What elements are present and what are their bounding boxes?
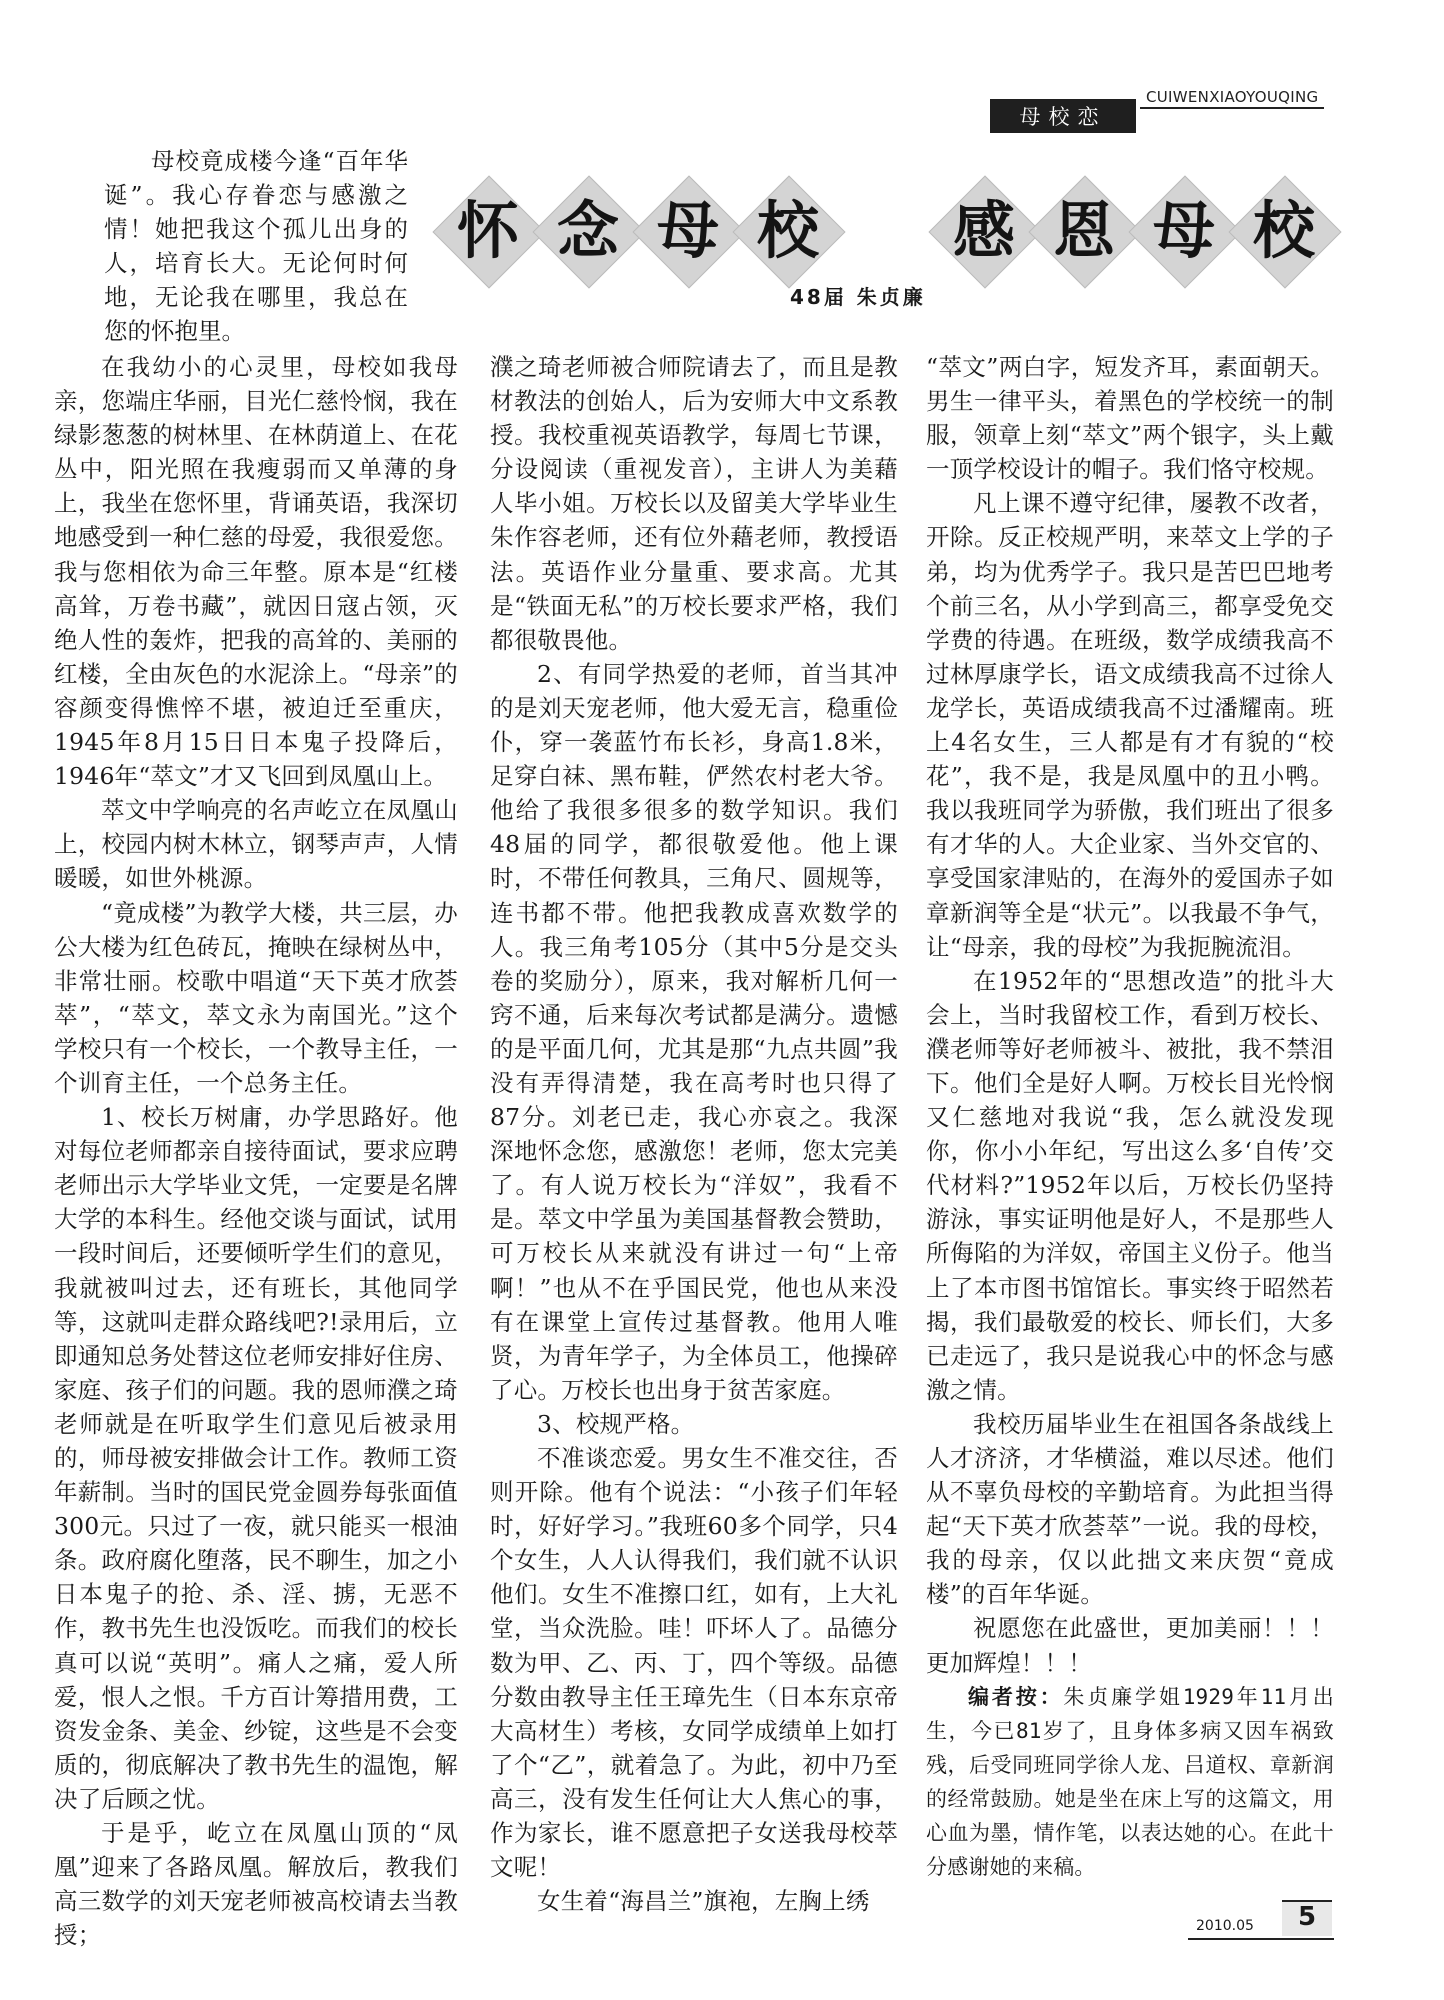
header-rule (1140, 107, 1324, 109)
section-label-en: CUIWENXIAOYOUQING (1146, 88, 1319, 106)
paragraph: 我校历届毕业生在祖国各条战线上人才济济，才华横溢，难以尽述。他们从不辜负母校的辛勤培育。为此担当得起“天下英才欣荟萃”一说。我的母校，我的母亲，仅以此拙文来庆贺“竟成楼”的百年华诞。 (926, 1409, 1334, 1609)
paragraph: “萃文”两白字，短发齐耳，素面朝天。男生一律平头，着黑色的学校统一的制服，领章上刻“萃文”两个银字，头上戴一顶学校设计的帽子。我们恪守校规。 (926, 353, 1334, 484)
intro-paragraph: 母校竟成楼今逢“百年华诞”。我心存眷恋与感激之情！她把我这个孤儿出身的人，培育长大。无论何时何地，无论我在哪里，我总在您的怀抱里。 (104, 147, 408, 346)
paragraph: 在我幼小的心灵里，母校如我母亲，您端庄华丽，目光仁慈怜悯，我在绿影葱葱的树林里、在林荫道上、在花丛中，阳光照在我瘦弱而又单薄的身上，我坐在您怀里，背诵英语，我深切地感受到一种仁慈的母爱，我很爱您。我与您相依为命三年整。原本是“红楼高耸，万卷书藏”，就因日寇占领，灭绝人性的轰炸，把我的高耸的、美丽的红楼，全由灰色的水泥涂上。“母亲”的容颜变得憔悴不堪，被迫迁至重庆，1945年8月15日日本鬼子投降后，1946年“萃文”才又飞回到凤凰山上。 (54, 353, 458, 791)
footer-rule (1188, 1938, 1334, 1940)
title-char: 母 (656, 194, 719, 267)
paragraph: “竟成楼”为教学大楼，共三层，办公大楼为红色砖瓦，掩映在绿树丛中，非常壮丽。校歌中唱道“天下英才欣荟萃”，“萃文，萃文永为南国光。”这个学校只有一个校长，一个教导主任，一个训育主任，一个总务主任。 (54, 898, 458, 1097)
article-column-1 (54, 350, 458, 1952)
author-byline: 48届 朱贞廉 (790, 285, 926, 309)
title-char: 校 (1252, 194, 1315, 267)
article-title (438, 183, 1334, 279)
paragraph: 于是乎，屹立在凤凰山顶的“凤凰”迎来了各路凤凰。解放后，教我们高三数学的刘天宠老师被高校请去当教授； (54, 1819, 458, 1950)
editor-note-label: 编者按： (968, 1684, 1064, 1709)
title-char: 母 (1152, 194, 1215, 267)
issue-date: 2010.05 (1196, 1918, 1254, 1934)
title-char: 怀 (456, 194, 519, 267)
page-number: 5 (1297, 1902, 1317, 1932)
article-column-3 (926, 350, 1334, 1884)
section-tag: 母校恋 (990, 99, 1136, 133)
intro-paragraph-block (104, 144, 408, 349)
paragraph: 1、校长万树庸，办学思路好。他对每位老师都亲自接待面试，要求应聘老师出示大学毕业文凭，一定要是名牌大学的本科生。经他交谈与面试，试用一段时间后，还要倾听学生们的意见，我就被叫过去，还有班长，其他同学等，这就叫走群众路线吧?!录用后，立即通知总务处替这位老师安排好住房、家庭、孩子们的问题。我的恩师濮之琦老师就是在听取学生们意见后被录用的，师母被安排做会计工作。教师工资年薪制。当时的国民党金圆券每张面值300元。只过了一夜，就只能买一根油条。政府腐化堕落，民不聊生，加之小日本鬼子的抢、杀、淫、掳，无恶不作，教书先生也没饭吃。而我们的校长真可以说“英明”。痛人之痛，爱人所爱，恨人之恨。千方百计筹措用费，工资发金条、美金、纱锭，这些是不会变质的，彻底解决了教书先生的温饱，解决了后顾之忧。 (54, 1103, 458, 1813)
paragraph: 女生着“海昌兰”旗袍，左胸上绣 (537, 1887, 870, 1916)
paragraph: 在1952年的“思想改造”的批斗大会上，当时我留校工作，看到万校长、濮老师等好老师被斗、被批，我不禁泪下。他们全是好人啊。万校长目光怜悯又仁慈地对我说“我，怎么就没发现你，你小小年纪，写出这么多‘自传’交代材料?”1952年以后，万校长仍坚持游泳，事实证明他是好人，不是那些人所侮陷的为洋奴，帝国主义份子。他当上了本市图书馆馆长。事实终于昭然若揭，我们最敬爱的校长、师长们，大多已走远了，我只是说我心中的怀念与感激之情。 (926, 966, 1334, 1404)
editor-note (926, 1680, 1334, 1885)
paragraph: 祝愿您在此盛世，更加美丽！！！更加辉煌！！！ (926, 1614, 1334, 1677)
paragraph: 凡上课不遵守纪律，屡教不改者，开除。反正校规严明，来萃文上学的子弟，均为优秀学子。我只是苦巴巴地考个前三名，从小学到高三，都享受免交学费的待遇。在班级，数学成绩我高不过林厚康学长，语文成绩我高不过徐人龙学长，英语成绩我高不过潘耀南。班上4名女生，三人都是有才有貌的“校花”，我不是，我是凤凰中的丑小鸭。我以我班同学为骄傲，我们班出了很多有才华的人。大企业家、当外交官的、享受国家津贴的，在海外的爱国赤子如章新润等全是“状元”。以我最不争气，让“母亲，我的母校”为我扼腕流泪。 (926, 489, 1334, 961)
paragraph: 不准谈恋爱。男女生不准交往，否则开除。他有个说法：“小孩子们年轻时，好好学习。”我班60多个同学，只4个女生，人人认得我们，我们就不认识他们。女生不准擦口红，如有，上大礼堂，当众洗脸。哇！吓坏人了。品德分数为甲、乙、丙、丁，四个等级。品德分数由教导主任王璋先生（日本东京帝大高材生）考核，女同学成绩单上如打了个“乙”，就着急了。为此，初中乃至高三，没有发生任何让大人焦心的事，作为家长，谁不愿意把子女送我母校萃文呢！ (490, 1444, 898, 1882)
title-char: 恩 (1052, 194, 1115, 267)
title-char: 感 (952, 194, 1015, 267)
paragraph: 萃文中学响亮的名声屹立在凤凰山上，校园内树木林立，钢琴声声，人情暖暖，如世外桃源。 (54, 796, 458, 893)
title-char: 校 (756, 194, 819, 267)
article-column-2 (490, 350, 898, 1918)
title-char: 念 (556, 194, 619, 267)
paragraph: 3、校规严格。 (537, 1409, 695, 1438)
editor-note-text: 朱贞廉学姐1929年11月出生，今已81岁了，且身体多病又因车祸致残，后受同班同学徐人龙、吕道权、章新润的经常鼓励。她是坐在床上写的这篇文，用心血为墨，情作笔，以表达她的心。在此十分感谢她的来稿。 (926, 1684, 1334, 1880)
paragraph: 濮之琦老师被合师院请去了，而且是教材教法的创始人，后为安师大中文系教授。我校重视英语教学，每周七节课，分设阅读（重视发音），主讲人为美藉人毕小姐。万校长以及留美大学毕业生朱作容老师，还有位外藉老师，教授语法。英语作业分量重、要求高。尤其是“铁面无私”的万校长要求严格，我们都很敬畏他。 (490, 353, 898, 654)
paragraph: 2、有同学热爱的老师，首当其冲的是刘天宠老师，他大爱无言，稳重俭仆，穿一袭蓝竹布长衫，身高1.8米，足穿白袜、黑布鞋，俨然农村老大爷。他给了我很多很多的数学知识。我们48届的同学，都很敬爱他。他上课时，不带任何教具，三角尺、圆规等，连书都不带。他把我教成喜欢数学的人。我三角考105分（其中5分是交头卷的奖励分），原来，我对解析几何一窍不通，后来每次考试都是满分。遗憾的是平面几何，尤其是那“九点共圆”我没有弄得清楚，我在高考时也只得了87分。刘老已走，我心亦哀之。我深深地怀念您，感激您！老师，您太完美了。有人说万校长为“洋奴”，我看不是。萃文中学虽为美国基督教会赞助，可万校长从来就没有讲过一句“上帝啊！”也从不在乎国民党，他也从来没有在课堂上宣传过基督教。他用人唯贤，为青年学子，为全体员工，他操碎了心。万校长也出身于贫苦家庭。 (490, 659, 898, 1404)
